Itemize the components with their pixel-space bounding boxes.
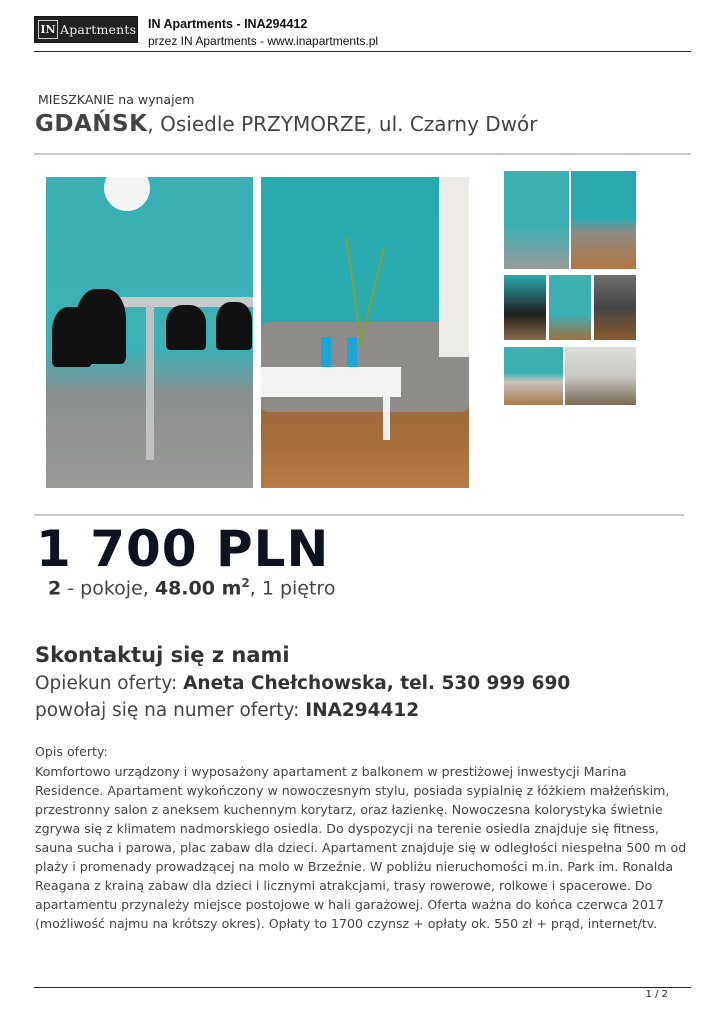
description-text: Komfortowo urządzony i wyposażony apartament z balkonem w prestiżowej inwestycji Marina Residence. Apartament wykończony w nowoczesnym stylu, posiada sypialnię z łóżkiem małżeńskim, przestronny salon z aneksem kuchennym korytarz, oraz łazienkę. Nowoczesna kolorystyka świetnie zgrywa się z klimatem nadmorskiego osiedla. Do dyspozycji na terenie osiedla znajduje się fitness, sauna sucha i parowa, plac zabaw dla dzieci. Apartament znajduje się w odległości niespełna 500 m od plaży i promenady prowadzącej na molo w Brzeźnie. W pobliżu nieruchomości m.in. Park im. Ronalda Reagana z krainą zabaw dla dzieci i licznymi atrakcjami, trasy rowerowe, rolkowe i spacerowe. Do apartamentu przynależy miejsce postojowe w hali garażowej. Oferta ważna do końca czerwca 2017 (możliwość najmu na krótszy okres). Opłaty to 1700 czynsz + opłaty ok. 550 zł + prąd, internet/tv. xyxy=(35,764,687,931)
table-leg-shape xyxy=(146,305,154,460)
thumbnail-photo[interactable] xyxy=(504,171,569,269)
listing-details xyxy=(48,576,335,599)
thumbnail-photo[interactable] xyxy=(571,171,636,269)
logo-mark: IN xyxy=(38,20,58,39)
chair-shape xyxy=(76,289,126,364)
listing-type: MIESZKANIE na wynajem xyxy=(38,92,195,107)
title-divider xyxy=(34,153,691,155)
thumbnail-photo[interactable] xyxy=(549,275,591,340)
description-label: Opis oferty: xyxy=(35,744,108,759)
lamp-shape xyxy=(104,177,150,211)
thumbnail-photo[interactable] xyxy=(565,347,636,405)
photos-divider xyxy=(34,514,684,516)
company-logo xyxy=(34,16,138,43)
thumbnail-photo[interactable] xyxy=(594,275,636,340)
contact-agent xyxy=(35,673,570,694)
floor-info: , 1 piętro xyxy=(249,577,336,600)
rooms-label: - pokoje, xyxy=(61,577,155,600)
curtain-shape xyxy=(439,177,469,357)
listing-location xyxy=(35,111,538,137)
logo-word: Apartments xyxy=(60,22,137,37)
chair-shape xyxy=(216,302,252,350)
agent-value[interactable]: Aneta Chełchowska, tel. 530 999 690 xyxy=(183,673,571,694)
main-photo-dining[interactable] xyxy=(46,177,253,488)
coffee-table-leg-shape xyxy=(383,395,390,440)
coffee-table-shape xyxy=(261,367,401,397)
listing-address: , Osiedle PRZYMORZE, ul. Czarny Dwór xyxy=(147,112,538,136)
reference-label: powołaj się na numer oferty: xyxy=(35,700,306,721)
thumbnail-photo[interactable] xyxy=(504,347,563,405)
rooms-count: 2 xyxy=(48,577,62,600)
reference-number: INA294412 xyxy=(305,700,420,721)
header-subtitle: przez IN Apartments - www.inapartments.pl xyxy=(148,34,379,48)
listing-price: 1 700 PLN xyxy=(36,520,330,578)
contact-reference xyxy=(35,700,419,721)
agent-label: Opiekun oferty: xyxy=(35,673,184,694)
contact-heading: Skontaktuj się z nami xyxy=(35,643,290,667)
page-number: 1 / 2 xyxy=(645,989,668,1000)
listing-city: GDAŃSK xyxy=(35,111,148,137)
chair-shape xyxy=(166,305,206,350)
header-title: IN Apartments - INA294412 xyxy=(148,17,308,31)
area-value: 48.00 m xyxy=(154,577,242,600)
main-photo-living[interactable] xyxy=(261,177,469,488)
thumbnail-photo[interactable] xyxy=(504,275,546,340)
footer-divider xyxy=(34,987,691,988)
header-divider xyxy=(34,51,691,52)
area-unit-sup: 2 xyxy=(241,576,250,590)
